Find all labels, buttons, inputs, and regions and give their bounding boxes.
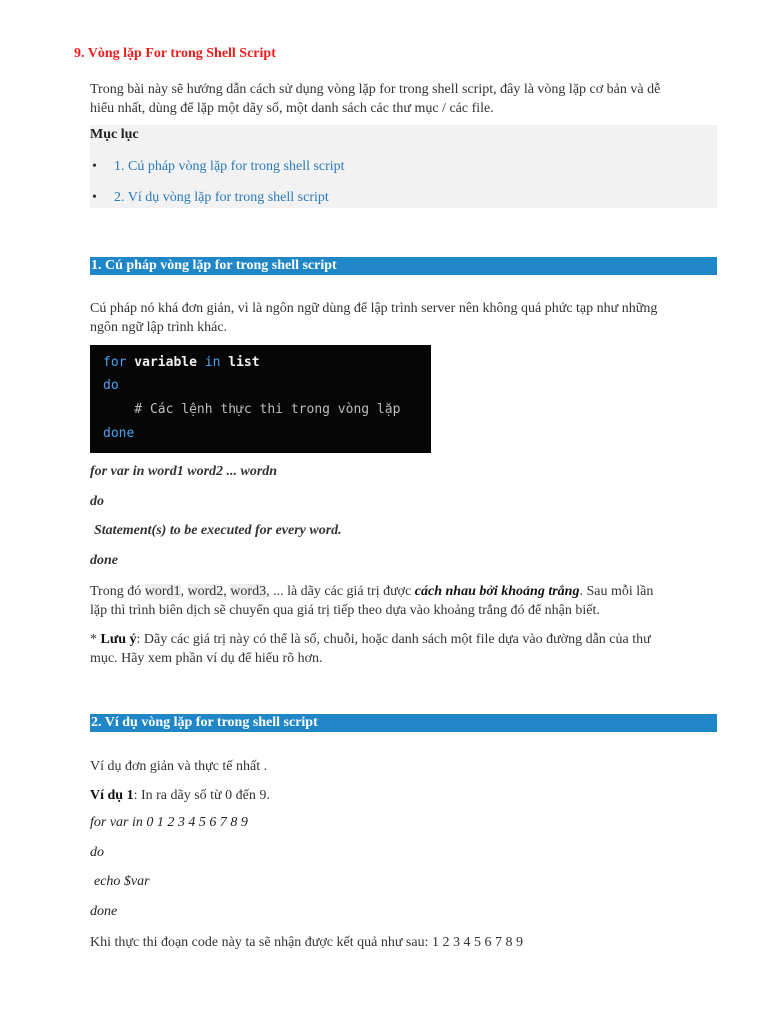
explain-word1: word1	[144, 584, 181, 599]
example-code-line-4: done	[90, 904, 118, 919]
explain-comma-1: ,	[180, 584, 188, 599]
syntax-line-2: do	[90, 494, 104, 509]
table-of-contents	[90, 125, 717, 208]
example-intro: Ví dụ đơn giản và thực tế nhất .	[90, 759, 268, 774]
note-line-1	[90, 630, 730, 649]
code-line-4: done	[103, 426, 135, 441]
section-heading-example: 2. Ví dụ vòng lặp for trong shell script	[90, 714, 717, 732]
note-line-2: mục. Hãy xem phần ví dụ để hiểu rõ hơn.	[90, 651, 323, 666]
code-keyword-for: for	[103, 355, 127, 370]
explain-line-1	[90, 582, 730, 601]
note-star: *	[90, 632, 101, 647]
example-code-line-1: for var in 0 1 2 3 4 5 6 7 8 9	[90, 815, 248, 830]
section-heading-syntax: 1. Cú pháp vòng lặp for trong shell script	[90, 257, 717, 275]
explain-mid: , ... là dãy các giá trị được	[266, 584, 415, 599]
explain-paragraph	[90, 582, 730, 620]
syntax-intro-line-2: ngôn ngữ lập trình khác.	[90, 320, 228, 335]
code-variable: variable	[126, 355, 205, 370]
example-code-line-2: do	[90, 845, 104, 860]
code-list: list	[220, 355, 260, 370]
intro-line-1: Trong bài này sẽ hướng dẫn cách sử dụng vòng lặp for trong shell script, đây là vòng lặp cơ bản và dễ	[90, 82, 661, 97]
code-line-3: # Các lệnh thực thi trong vòng lặp	[103, 402, 401, 417]
example-1-desc: : In ra dãy số từ 0 đến 9.	[133, 788, 270, 803]
code-line-2: do	[103, 378, 119, 393]
toc-heading: Mục lục	[90, 127, 139, 142]
syntax-intro-paragraph	[90, 299, 730, 337]
code-block	[90, 345, 431, 453]
explain-post: . Sau mỗi lần	[579, 584, 654, 599]
example-1-title	[90, 786, 270, 805]
code-keyword-in: in	[204, 355, 221, 370]
explain-word2: word2	[187, 584, 224, 599]
syntax-intro-line-1: Cú pháp nó khá đơn giản, vì là ngôn ngữ dùng để lập trình server nên không quá phức tạp như những	[90, 301, 658, 316]
explain-word3: word3	[230, 584, 267, 599]
syntax-line-1: for var in word1 word2 ... wordn	[90, 464, 278, 479]
note-paragraph	[90, 630, 730, 668]
example-1-label: Ví dụ 1	[90, 788, 134, 803]
toc-link-syntax[interactable]: • 1. Cú pháp vòng lặp for trong shell script	[114, 159, 345, 175]
intro-line-2: hiểu nhất, dùng để lặp một dãy số, một danh sách các thư mục / các file.	[90, 101, 494, 116]
syntax-line-4: done	[90, 553, 118, 568]
explain-emphasis: cách nhau bởi khoảng trắng	[414, 584, 580, 599]
explain-line-2: lặp thì trình biên dịch sẽ chuyển qua giá trị tiếp theo dựa vào khoảng trắng đó để nhận biết.	[90, 603, 600, 618]
example-result: Khi thực thi đoạn code này ta sẽ nhận được kết quả như sau: 1 2 3 4 5 6 7 8 9	[90, 935, 523, 950]
syntax-line-3: Statement(s) to be executed for every word.	[94, 523, 342, 538]
note-text: : Dãy các giá trị này có thể là số, chuỗi, hoặc danh sách một file dựa vào đường dẫn của thư	[136, 632, 651, 647]
toc-link-example[interactable]: • 2. Ví dụ vòng lặp for trong shell script	[114, 190, 329, 206]
explain-pre: Trong đó	[90, 584, 145, 599]
example-code-line-3: echo $var	[94, 874, 150, 889]
intro-paragraph	[90, 80, 730, 118]
note-label: Lưu ý	[100, 632, 137, 647]
page-title: 9. Vòng lặp For trong Shell Script	[74, 46, 276, 61]
code-line-1	[103, 355, 260, 370]
explain-comma-2: ,	[223, 584, 231, 599]
